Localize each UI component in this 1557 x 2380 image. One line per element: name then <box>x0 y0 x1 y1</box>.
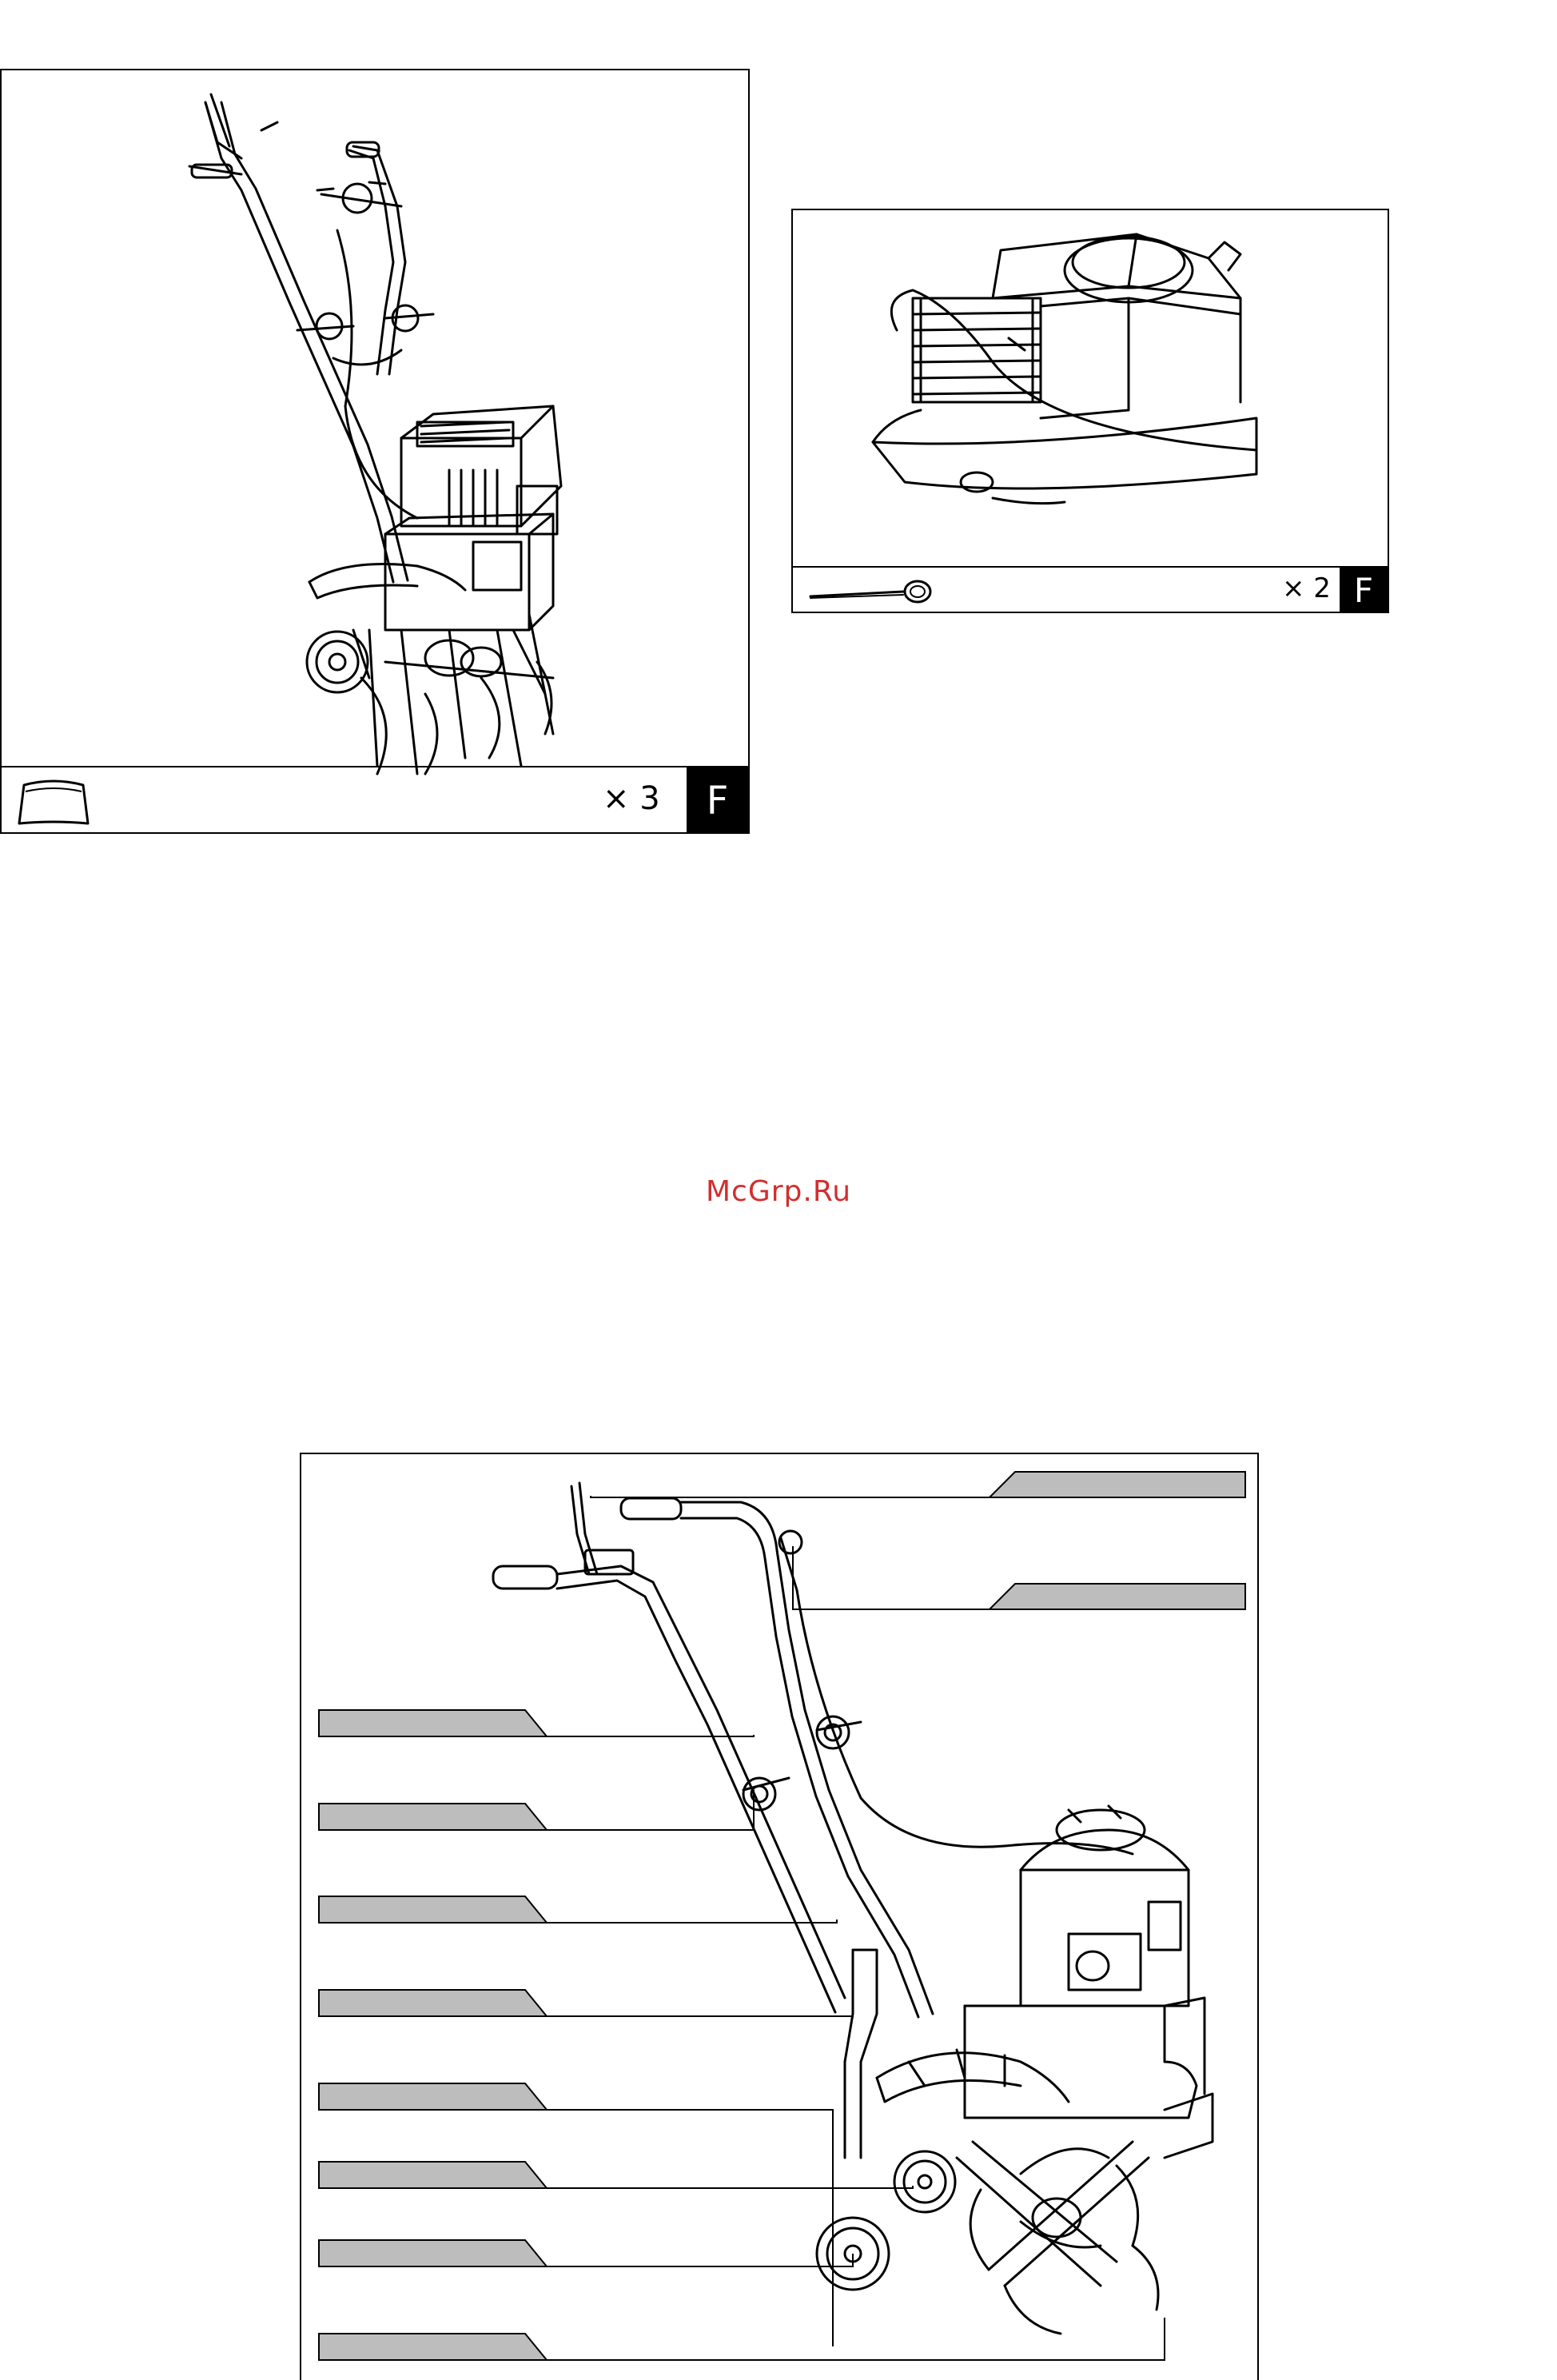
tiller-parts-illustration <box>301 1454 1257 2361</box>
sleeve-clip-icon <box>18 774 90 830</box>
panel-footer <box>793 566 1388 613</box>
watermark: McGrp.Ru <box>705 1175 852 1208</box>
assembly-panel-tiller-cable-clips <box>0 69 750 834</box>
tiller-drawing <box>493 1483 1213 2334</box>
leader-lines <box>547 1496 1165 2360</box>
callout-labels-right <box>990 1472 1245 1609</box>
callout-labels-left <box>319 1710 547 2360</box>
tiller-assembly-illustration <box>2 70 748 832</box>
parts-identification-panel <box>300 1453 1259 2380</box>
panel-footer <box>2 766 748 834</box>
cable-tie-icon <box>807 574 951 606</box>
quantity-label: × 3 <box>603 780 660 817</box>
step-label-tag: F <box>1340 568 1388 613</box>
engine-detail-illustration <box>793 210 1388 612</box>
assembly-panel-engine-cable-ties <box>791 209 1389 613</box>
step-label-tag: F <box>687 767 748 834</box>
quantity-label: × 2 <box>1282 572 1331 604</box>
